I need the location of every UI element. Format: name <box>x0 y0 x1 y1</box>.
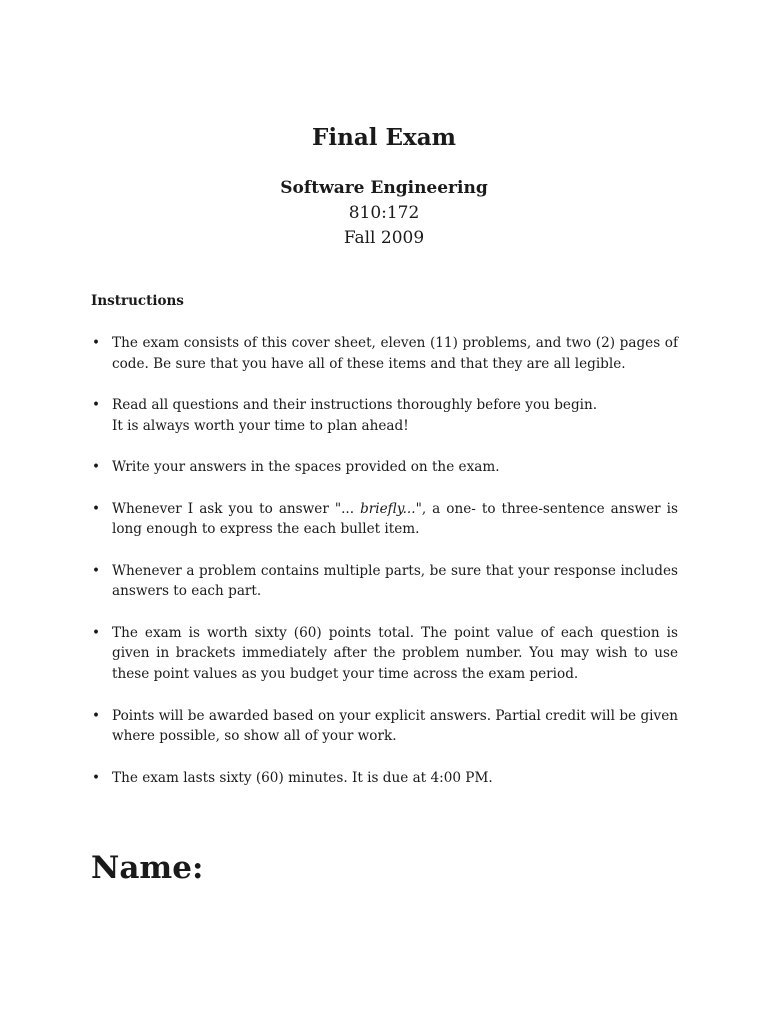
instructions-list <box>91 333 678 809</box>
instruction-text-continued: It is always worth your time to plan ahead! <box>112 417 409 434</box>
term: Fall 2009 <box>343 228 425 248</box>
instruction-text: Whenever a problem contains multiple parts, be sure that your response includes answers to each part. <box>112 562 678 600</box>
instructions-heading: Instructions <box>91 293 184 309</box>
instruction-text: The exam consists of this cover sheet, eleven (11) problems, and two (2) pages of code. Be sure that you have all of these items and that they are all legible. <box>112 335 678 372</box>
list-item <box>91 768 678 789</box>
instruction-text: Write your answers in the spaces provided on the exam. <box>112 459 500 476</box>
bullet-icon: • <box>92 500 101 517</box>
bullet-icon: • <box>92 459 101 476</box>
instruction-text: Points will be awarded based on your explicit answers. Partial credit will be given where possible, so show all of your work. <box>112 707 678 745</box>
bullet-icon: • <box>92 624 101 641</box>
list-item <box>91 333 678 374</box>
list-item <box>91 561 678 602</box>
instruction-text-post: ", a one- to three-sentence answer is long enough to express the each bullet item. <box>112 500 678 538</box>
bullet-icon: • <box>92 769 101 786</box>
list-item <box>91 499 678 540</box>
instruction-text-pre: Whenever I ask you to answer "... <box>112 500 361 517</box>
course-number: 810:172 <box>348 203 420 223</box>
instruction-text: The exam lasts sixty (60) minutes. It is due at 4:00 PM. <box>112 769 493 786</box>
list-item <box>91 623 678 685</box>
instruction-text: The exam is worth sixty (60) points total. The point value of each question is given in brackets immediately after the problem number. You may wish to use these point values as you budget your time across the exam period. <box>112 624 678 683</box>
instruction-text: Read all questions and their instructions thoroughly before you begin. <box>112 397 598 414</box>
list-item <box>91 457 678 478</box>
list-item <box>91 706 678 747</box>
name-label: Name: <box>91 850 204 886</box>
list-item <box>91 395 678 436</box>
bullet-icon: • <box>92 397 101 414</box>
bullet-icon: • <box>92 707 101 724</box>
instruction-text-emphasis: briefly... <box>360 500 416 517</box>
exam-title: Final Exam <box>312 124 456 151</box>
course-info <box>0 176 768 251</box>
bullet-icon: • <box>92 562 101 579</box>
course-name: Software Engineering <box>280 178 488 198</box>
bullet-icon: • <box>92 335 101 351</box>
